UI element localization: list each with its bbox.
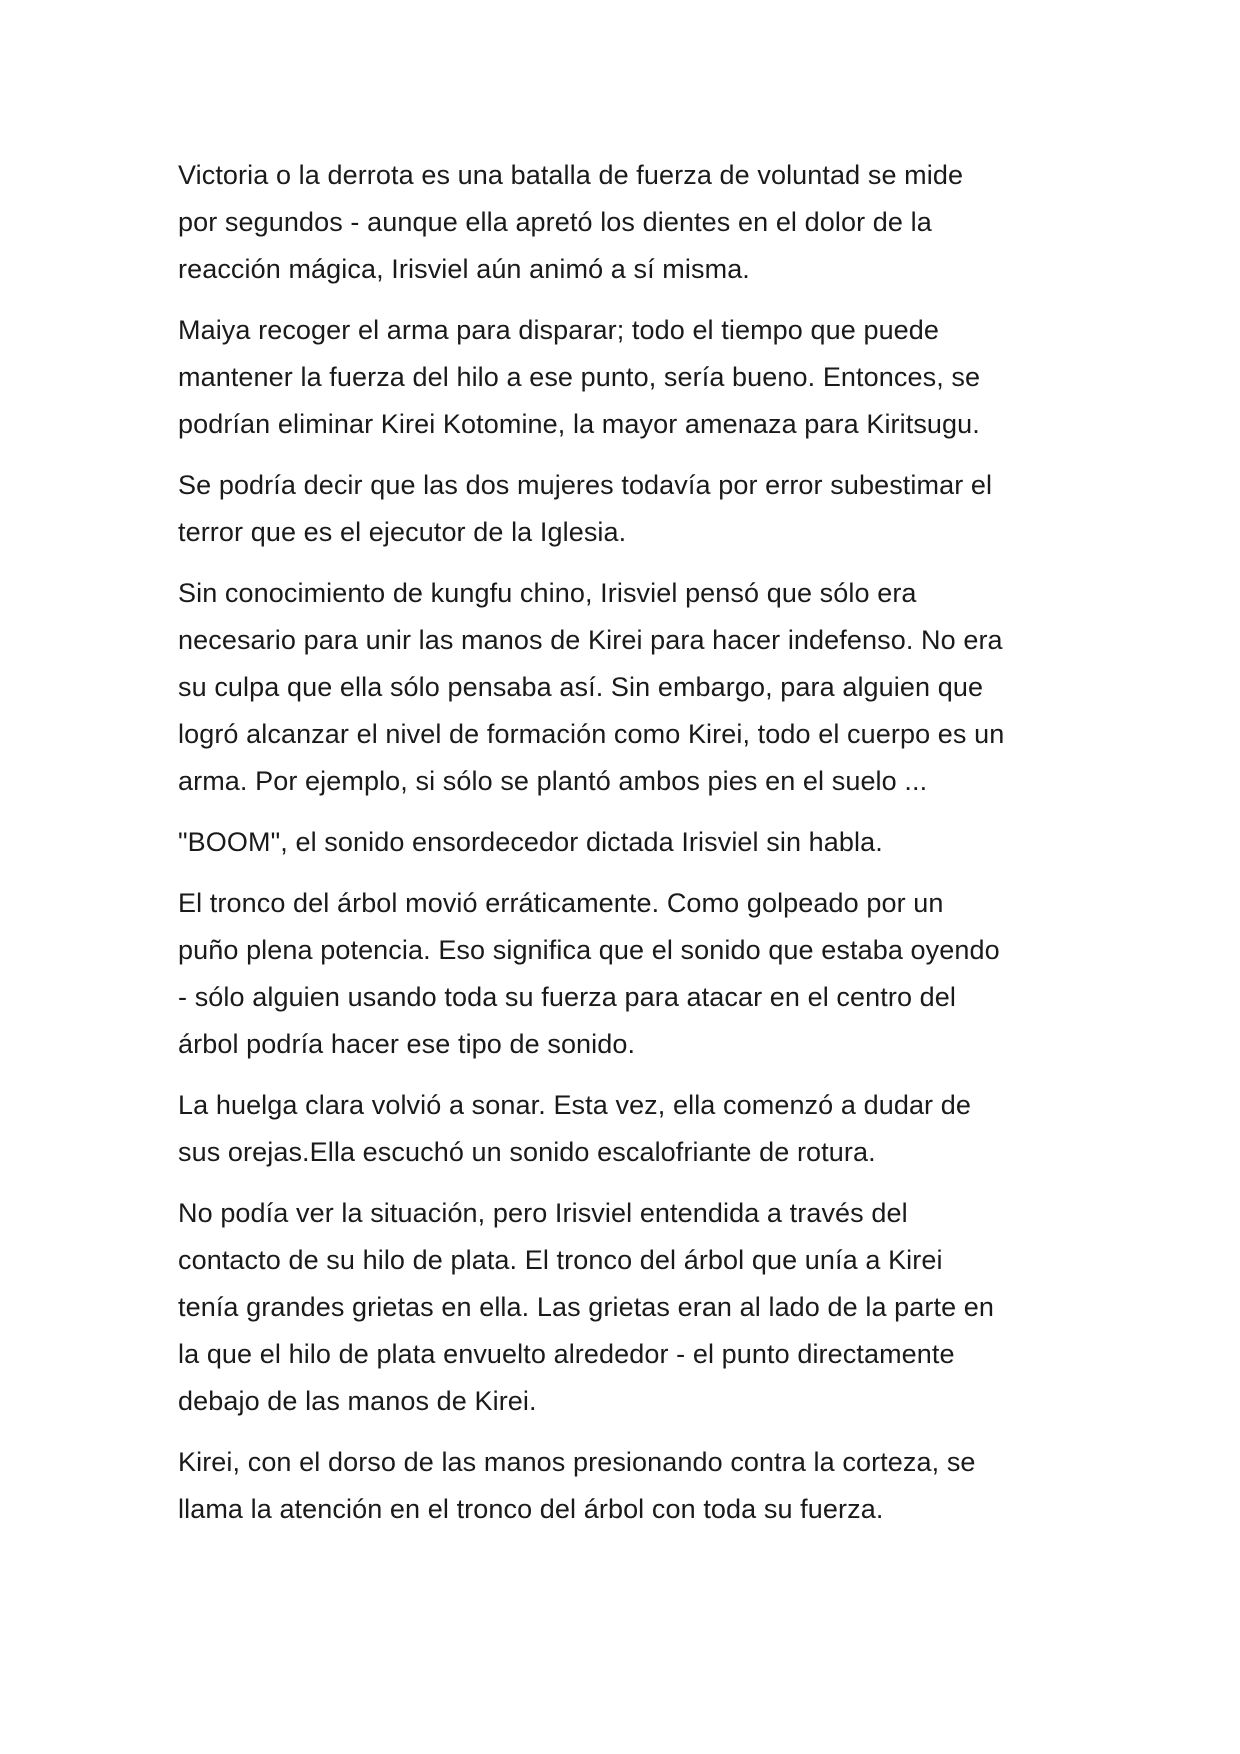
- paragraph-2: Maiya recoger el arma para disparar; todo el tiempo que puede mantener la fuerza del hilo a ese punto, sería bueno. Entonces, se podrían eliminar Kirei Kotomine, la mayor amenaza para Kiritsugu.: [178, 315, 981, 439]
- paragraph-8: No podía ver la situación, pero Irisviel entendida a través del contacto de su hilo de plata. El tronco del árbol que unía a Kirei tenía grandes grietas en ella. Las grietas eran al lado de la parte en la que el hilo de plata envuelto alrededor - el punto directamente debajo de las manos de Kirei.: [178, 1198, 995, 1416]
- paragraph-5: "BOOM", el sonido ensordecedor dictada Irisviel sin habla.: [178, 827, 883, 857]
- paragraph-7: La huelga clara volvió a sonar. Esta vez, ella comenzó a dudar de sus orejas.Ella escuchó un sonido escalofriante de rotura.: [178, 1090, 971, 1167]
- paragraph-9: Kirei, con el dorso de las manos presionando contra la corteza, se llama la atención en el tronco del árbol con toda su fuerza.: [178, 1447, 976, 1524]
- paragraph-3: Se podría decir que las dos mujeres todavía por error subestimar el terror que es el ejecutor de la Iglesia.: [178, 470, 993, 547]
- document-body: [178, 152, 1078, 1547]
- paragraph-6: El tronco del árbol movió erráticamente. Como golpeado por un puño plena potencia. Eso significa que el sonido que estaba oyendo - sólo alguien usando toda su fuerza para atacar en el centro del árbol podría hacer ese tipo de sonido.: [178, 888, 1000, 1059]
- paragraph-1: Victoria o la derrota es una batalla de fuerza de voluntad se mide por segundos - aunque ella apretó los dientes en el dolor de la reacción mágica, Irisviel aún animó a sí misma.: [178, 160, 964, 284]
- paragraph-4: Sin conocimiento de kungfu chino, Irisviel pensó que sólo era necesario para unir las manos de Kirei para hacer indefenso. No era su culpa que ella sólo pensaba así. Sin embargo, para alguien que logró alcanzar el nivel de formación como Kirei, todo el cuerpo es un arma. Por ejemplo, si sólo se plantó ambos pies en el suelo ...: [178, 578, 1005, 796]
